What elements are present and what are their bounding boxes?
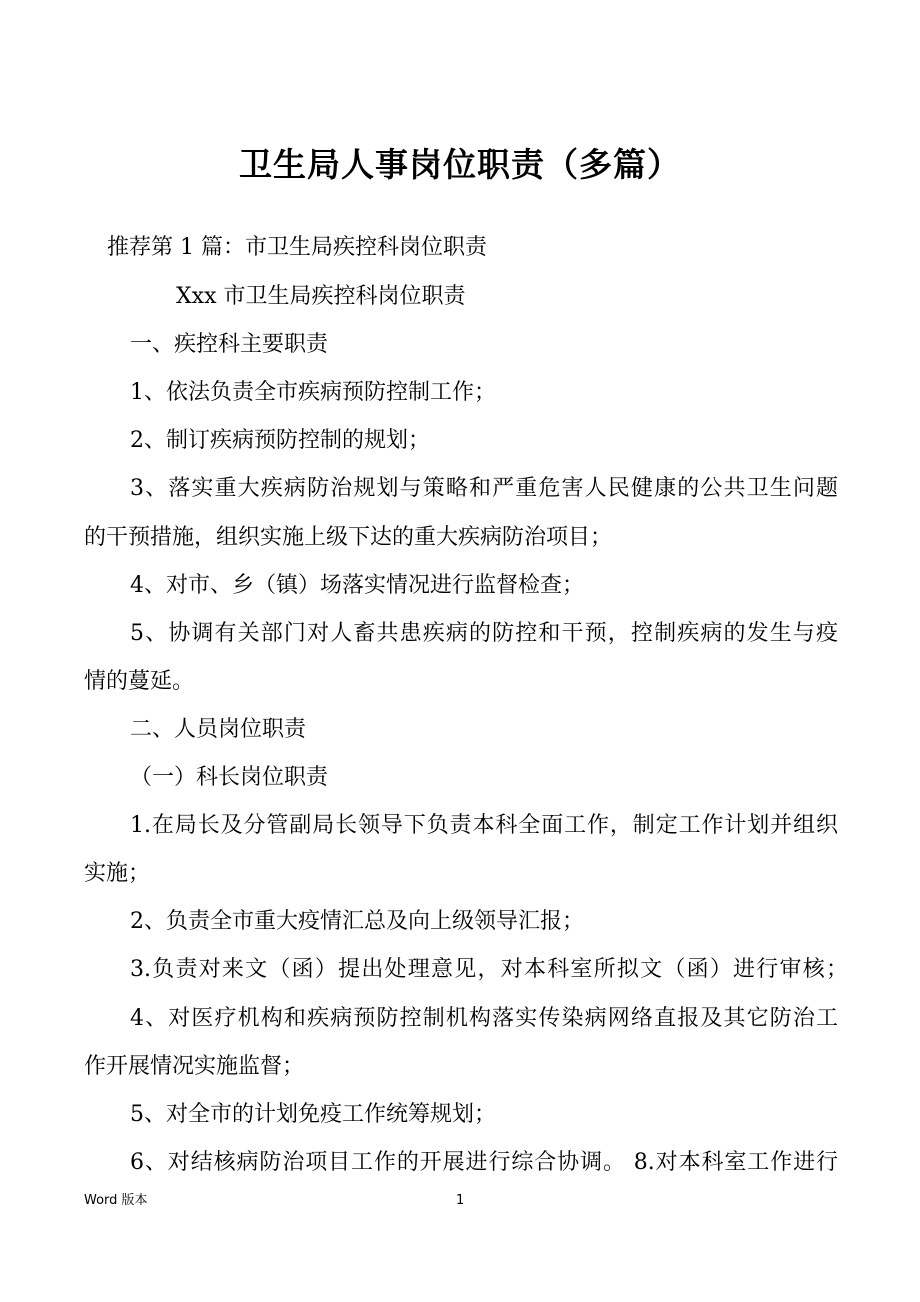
paragraph-line: 4、对市、乡（镇）场落实情况进行监督检查； [130,573,584,598]
paragraph-line: 实施； [84,861,151,886]
paragraph-line: 作开展情况实施监督； [84,1054,305,1079]
paragraph-line: 2、制订疾病预防控制的规划； [130,428,430,453]
page-number: 1 [456,1193,465,1208]
paragraph-line: 2、负责全市重大疫情汇总及向上级领导汇报； [130,909,584,934]
document-title: 卫生局人事岗位职责（多篇） [239,145,681,184]
section-heading-2: 二、人员岗位职责 [130,717,307,742]
recommendation-heading: 推荐第 1 篇：市卫生局疾控科岗位职责 [107,235,487,260]
paragraph-line: 6、对结核病防治项目工作的开展进行综合协调。 8.对本科室工作进行 [130,1150,838,1175]
paragraph-line: 的干预措施，组织实施上级下达的重大疾病防治项目； [84,525,613,550]
paragraph-line: 5、对全市的计划免疫工作统筹规划； [130,1102,496,1127]
subsection-heading: （一）科长岗位职责 [130,765,329,790]
paragraph-line: 3.负责对来文（函）提出处理意见，对本科室所拟文（函）进行审核； [130,957,848,982]
section-heading-1: 一、疾控科主要职责 [130,332,329,357]
paragraph-line: 1.在局长及分管副局长领导下负责本科全面工作，制定工作计划并组织 [130,813,838,838]
subtitle: Xxx 市卫生局疾控科岗位职责 [176,284,466,309]
paragraph-line: 1、依法负责全市疾病预防控制工作； [130,380,496,405]
paragraph-line: 情的蔓延。 [84,669,195,694]
paragraph-line: 3、落实重大疾病防治规划与策略和严重危害人民健康的公共卫生问题 [130,476,838,501]
paragraph-line: 4、对医疗机构和疾病预防控制机构落实传染病网络直报及其它防治工 [130,1006,838,1031]
paragraph-line: 5、协调有关部门对人畜共患疾病的防控和干预，控制疾病的发生与疫 [130,621,838,646]
footer-label: Word 版本 [84,1193,148,1208]
